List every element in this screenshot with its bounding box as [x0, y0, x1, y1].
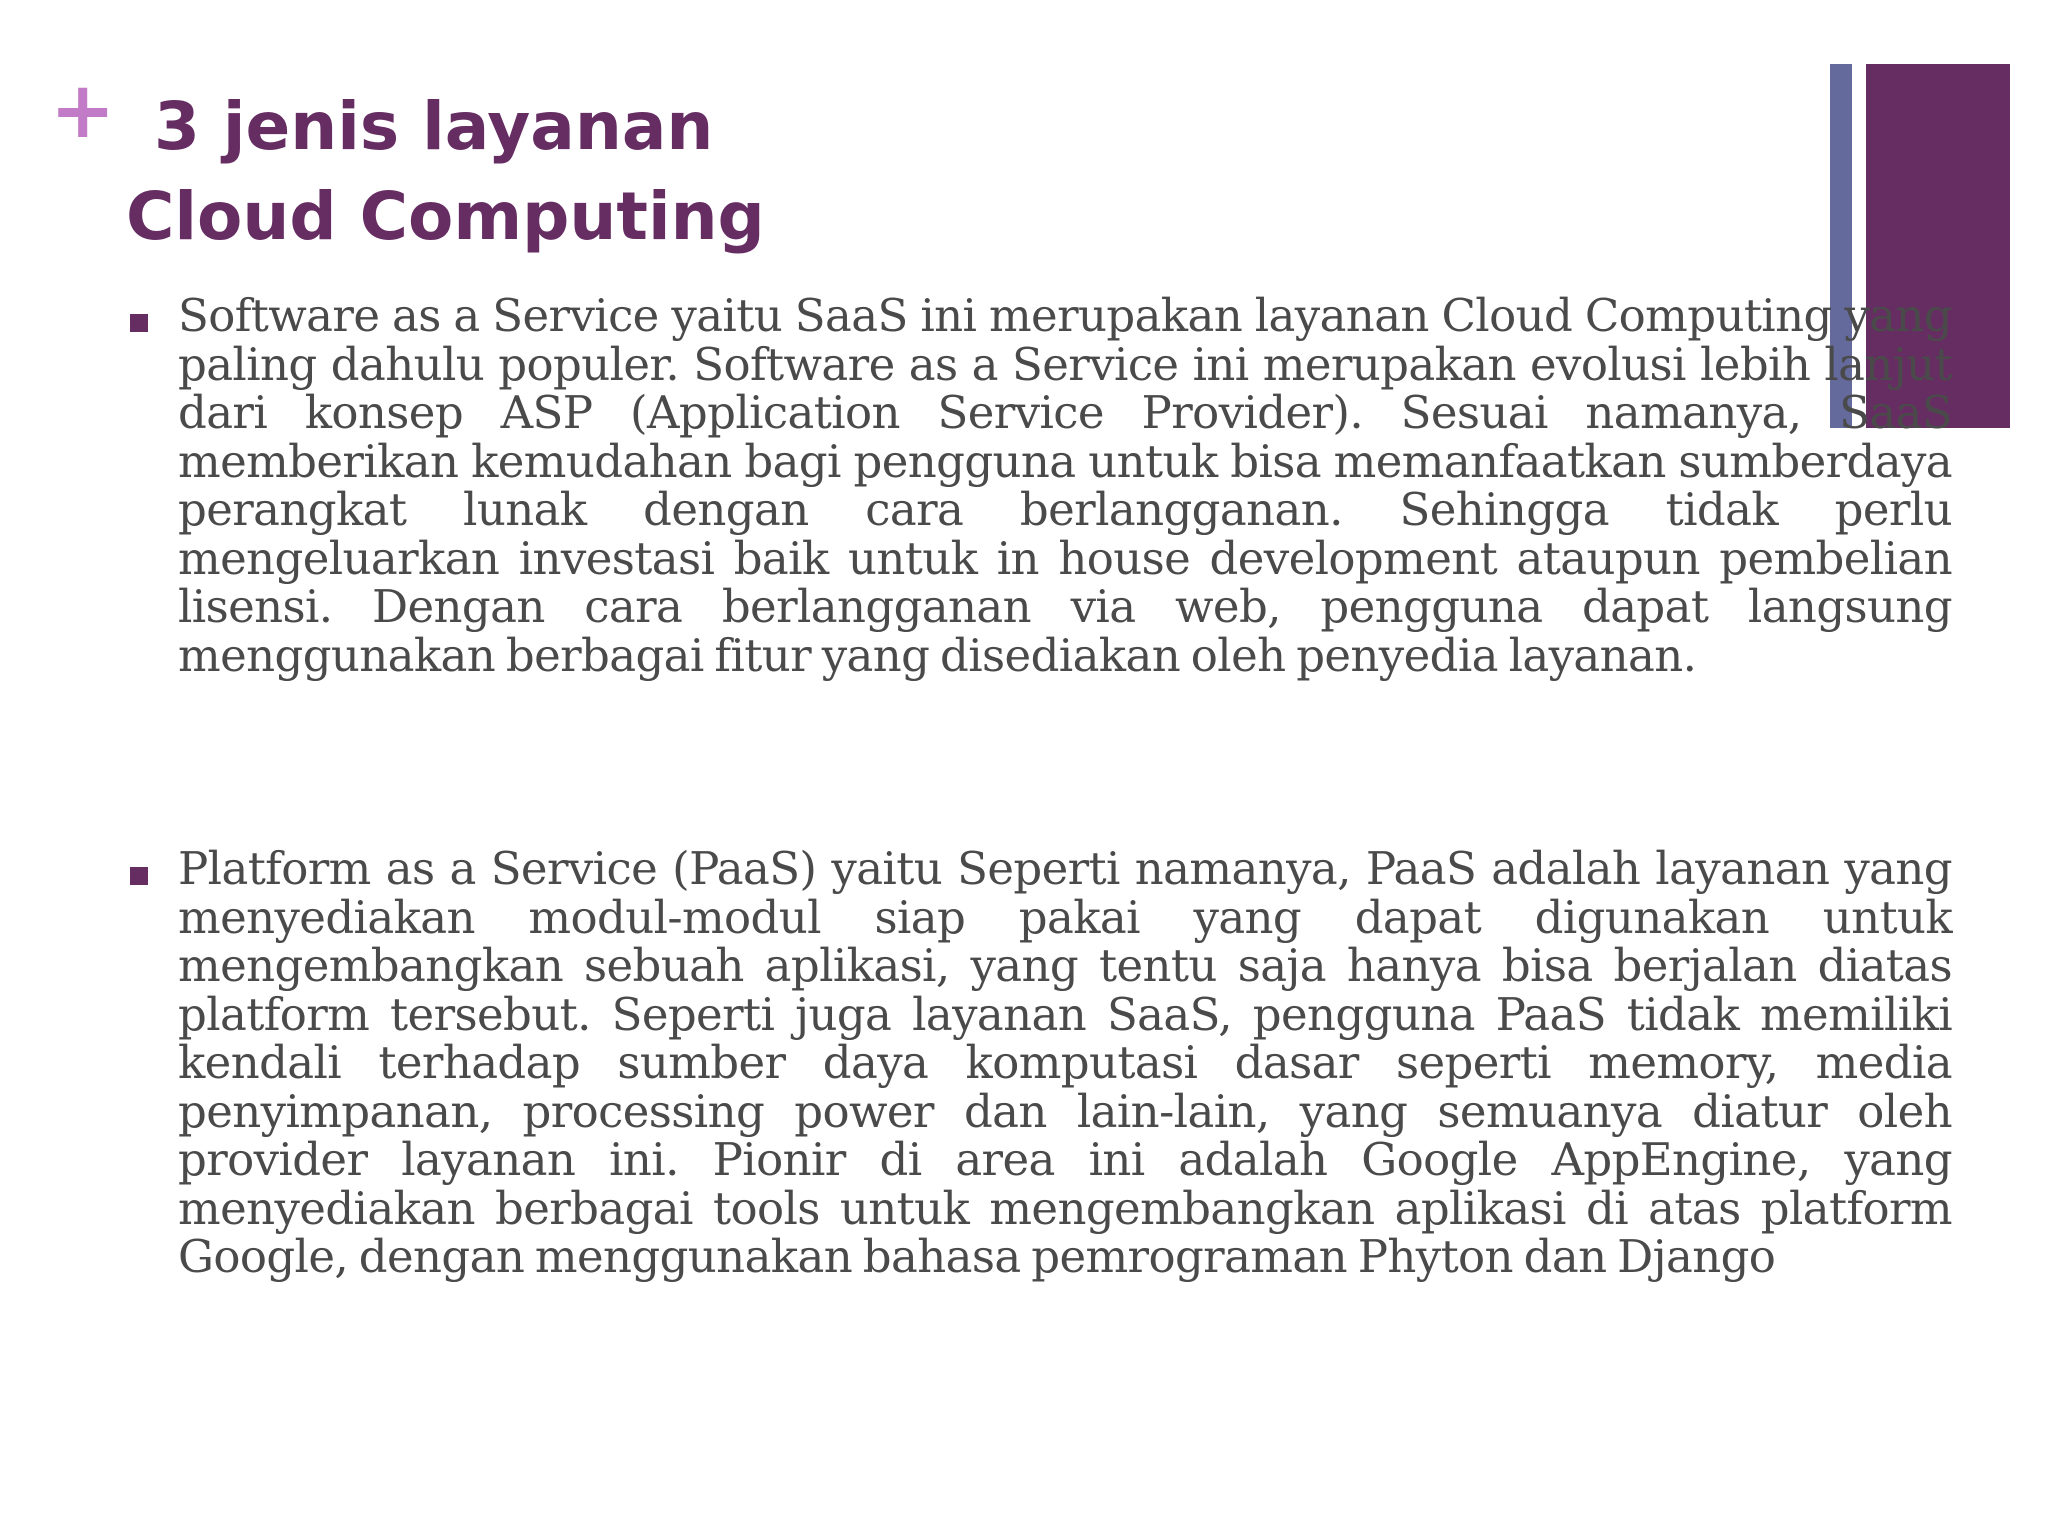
bullet-text: Platform as a Service (PaaS) yaitu Seperti namanya, PaaS adalah layanan yang menyediakan modul-modul siap pakai yang dapat digunakan untuk mengembangkan sebuah aplikasi, yang tentu saja hanya bisa berjalan diatas platform tersebut. Seperti juga layanan SaaS, pengguna PaaS tidak memiliki kendali terhadap sumber daya komputasi dasar seperti memory, media penyimpanan, processing power dan lain-lain, yang semuanya diatur oleh provider layanan ini. Pionir di area ini adalah Google AppEngine, yang menyediakan berbagai tools untuk mengembangkan aplikasi di atas platform Google, dengan menggunakan bahasa pemrograman Phyton dan Django	[178, 842, 1952, 1283]
slide-title	[126, 82, 765, 262]
bullet-list	[126, 289, 1952, 1283]
title-line-2: Cloud Computing	[126, 178, 765, 255]
title-line-1: 3 jenis layanan	[154, 88, 714, 165]
plus-icon: +	[50, 66, 116, 156]
square-bullet-icon	[130, 867, 148, 885]
bullet-saas	[126, 289, 1952, 682]
square-bullet-icon	[130, 314, 148, 332]
bullet-paas	[126, 842, 1952, 1283]
bullet-text: Software as a Service yaitu SaaS ini merupakan layanan Cloud Computing yang paling dahulu populer. Software as a Service ini merupakan evolusi lebih lanjut dari konsep ASP (Application Service Provider). Sesuai namanya, SaaS memberikan kemudahan bagi pengguna untuk bisa memanfaatkan sumberdaya perangkat lunak dengan cara berlangganan. Sehingga tidak perlu mengeluarkan investasi baik untuk in house development ataupun pembelian lisensi. Dengan cara berlangganan via web, pengguna dapat langsung menggunakan berbagai fitur yang disediakan oleh penyedia layanan.	[178, 289, 1952, 682]
